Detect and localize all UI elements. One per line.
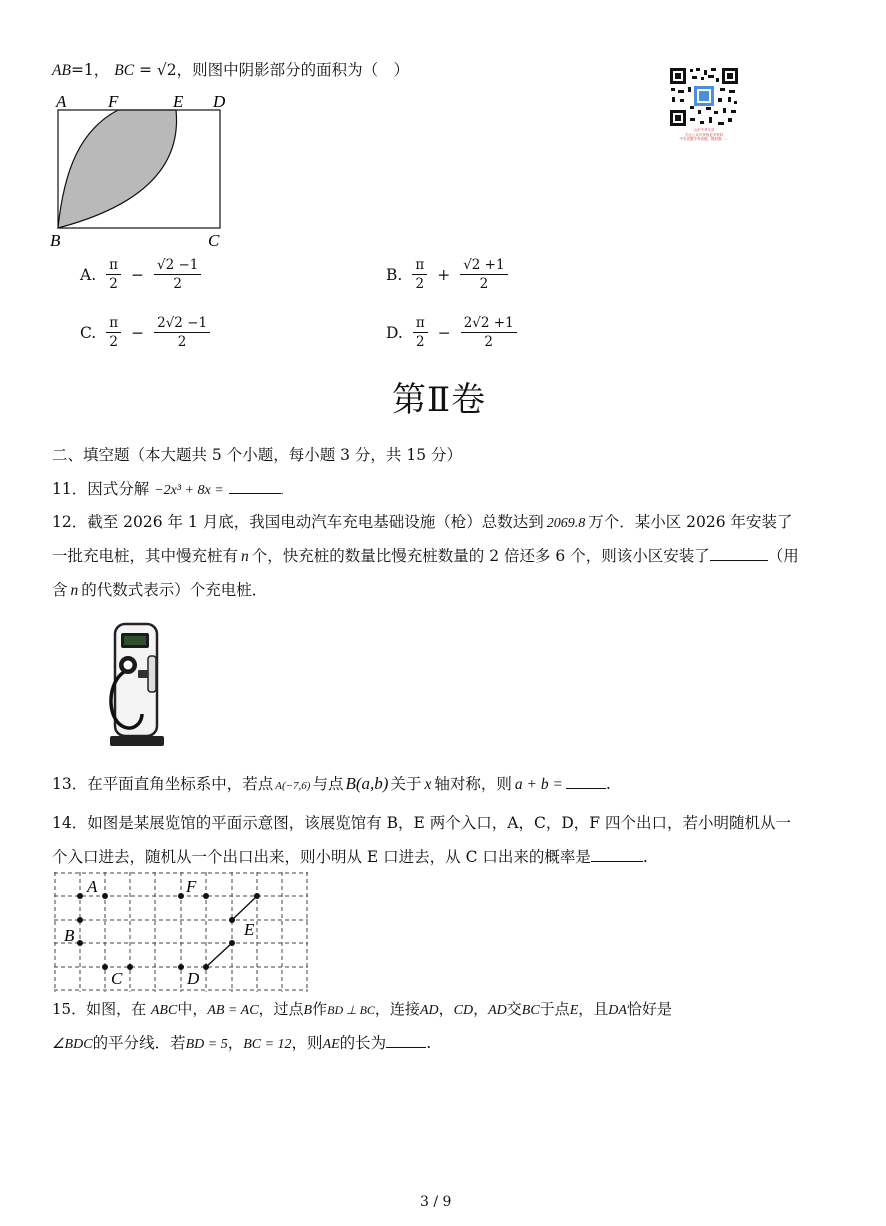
question-14-line1: 14．如图是某展览馆的平面示意图，该展览馆有 B，E 两个入口，A，C，D，F 四个出口，若小明随机从一 — [52, 814, 791, 832]
q15-end: . — [426, 1034, 432, 1052]
q14-answer-blank[interactable] — [591, 847, 643, 862]
seg-eq2: = — [138, 61, 152, 79]
q15-AE: AE — [322, 1037, 340, 1052]
grid-label-F: F — [186, 877, 197, 896]
page-number: 3 / 9 — [420, 1194, 452, 1210]
qr-caption — [666, 128, 742, 142]
grid-label-D: D — [187, 969, 200, 988]
q15-a: 15．如图，在 — [52, 1000, 147, 1018]
q12-line2-c: （用 — [767, 547, 799, 565]
q11-expr: −2x³ + 8x = — [154, 483, 224, 498]
q15-BC: BC — [521, 1003, 540, 1018]
choice-op: − — [131, 323, 145, 342]
q15-h: ，且 — [578, 1000, 609, 1018]
q12-line1-a: 12．截至 2026 年 1 月底，我国电动汽车充电基础设施（枪）总数达到 — [52, 513, 544, 531]
q11-end: . — [280, 486, 284, 497]
frac-num: 2√2 +1 — [461, 316, 517, 333]
qr-code-icon — [668, 66, 740, 128]
q13-answer-blank[interactable] — [566, 774, 606, 789]
q13-c: 关于 — [390, 775, 422, 793]
q15-b: 中， — [177, 1000, 208, 1018]
q13-point-a: A(−7,6) — [275, 780, 311, 792]
q15-comma3: ， — [227, 1034, 244, 1052]
choice-d[interactable] — [386, 316, 517, 349]
frac-den: 2 — [415, 276, 425, 293]
question-12-line1 — [52, 510, 793, 532]
question-11 — [52, 477, 284, 499]
frac-pi-over-2 — [413, 316, 428, 349]
charging-pile-image — [104, 620, 168, 748]
choice-b[interactable] — [386, 258, 508, 291]
question-12-line3 — [52, 578, 267, 600]
q12-line1-b: 万个．某小区 2026 年安装了 — [588, 513, 793, 531]
seg-tail: ，则图中阴影部分的面积为（ ） — [176, 61, 410, 79]
q15-f: 交 — [506, 1000, 522, 1018]
question-13 — [52, 772, 611, 794]
q15-answer-blank[interactable] — [386, 1033, 426, 1048]
frac-pi-over-2 — [106, 258, 121, 291]
q11-text: 11．因式分解 — [52, 480, 150, 498]
frac-expression — [460, 258, 507, 291]
frac-num: √2 +1 — [460, 258, 507, 275]
rectangle-lens-figure — [50, 90, 240, 250]
grid-label-C: C — [111, 969, 123, 988]
label-C: C — [208, 231, 220, 250]
choice-a[interactable] — [80, 258, 201, 291]
question-15-line2 — [52, 1031, 431, 1053]
seg-ab: AB — [52, 62, 71, 79]
choice-letter: C. — [80, 323, 97, 342]
choice-c[interactable] — [80, 316, 210, 349]
q15-DA: DA — [608, 1003, 627, 1018]
frac-expression — [154, 316, 210, 349]
q11-answer-blank[interactable] — [229, 479, 281, 494]
section-heading: 二、填空题（本大题共 5 个小题，每小题 3 分，共 15 分） — [52, 446, 463, 464]
q15-E: E — [569, 1003, 579, 1018]
grid-label-E: E — [244, 920, 255, 939]
qr-caption-line: 关注公众号获取更多资料 — [684, 132, 724, 137]
frac-den: 2 — [177, 334, 187, 351]
frac-num: π — [106, 316, 121, 333]
q15-CD: CD — [453, 1003, 474, 1018]
q15-line2-c: ，则 — [291, 1034, 323, 1052]
section-title: 第Ⅱ卷 — [392, 380, 487, 420]
grid-label-A: A — [87, 877, 98, 896]
q13-end: . — [605, 775, 611, 793]
question-15-line1 — [52, 998, 672, 1019]
q15-AD2: AD — [488, 1003, 507, 1018]
question-12-line2 — [52, 544, 799, 566]
q15-line2-b: 的平分线．若 — [92, 1034, 186, 1052]
frac-expression — [461, 316, 517, 349]
q15-tri: ABC — [150, 1003, 178, 1018]
q15-perp: BD ⊥ BC — [327, 1003, 375, 1017]
q14-line2: 个入口进去，随机从一个出口出来，则小明从 E 口进去，从 C 口出来的概率是 — [52, 848, 591, 866]
frac-expression — [154, 258, 201, 291]
q12-line2-b: 个，快充桩的数量比慢充桩数量的 2 倍还多 6 个，则该小区安装了 — [251, 547, 710, 565]
choice-op: − — [437, 323, 451, 342]
frac-den: 2 — [109, 276, 118, 293]
q15-d: 作 — [312, 1000, 328, 1018]
frac-num: √2 −1 — [154, 258, 201, 275]
q13-x: x — [424, 776, 432, 793]
q12-line1-num: 2069.8 — [546, 516, 586, 531]
q15-comma1: ， — [438, 1000, 454, 1018]
frac-num: π — [106, 258, 121, 275]
q13-a: 13．在平面直角坐标系中，若点 — [52, 775, 274, 793]
q15-i: 恰好是 — [626, 1000, 672, 1018]
frac-den: 2 — [415, 334, 425, 351]
seg-bc: BC — [114, 62, 135, 79]
q15-angle: ∠BDC — [52, 1037, 93, 1052]
exhibition-floor-plan — [54, 872, 310, 994]
q15-g: 于点 — [539, 1000, 570, 1018]
question-14-line2 — [52, 845, 648, 867]
q15-AD: AD — [419, 1003, 439, 1018]
q15-line2-d: 的长为 — [339, 1034, 387, 1052]
label-F: F — [108, 92, 119, 111]
choice-op: + — [437, 265, 451, 284]
q14-end: . — [642, 848, 648, 866]
q15-e: ，连接 — [374, 1000, 420, 1018]
q13-point-b: B(a,b) — [345, 774, 389, 793]
frac-num: π — [413, 316, 428, 333]
q15-eq1: AB = AC — [207, 1003, 259, 1018]
frac-den: 2 — [173, 276, 182, 293]
q12-line3-b: 的代数式表示）个充电桩． — [81, 581, 268, 599]
frac-pi-over-2 — [412, 258, 427, 291]
q12-line2-n: n — [241, 548, 249, 565]
choice-letter: D. — [386, 323, 403, 342]
choice-letter: B. — [386, 265, 403, 284]
q15-bd: BD = 5 — [185, 1037, 228, 1052]
frac-pi-over-2 — [106, 316, 121, 349]
label-B: B — [50, 231, 61, 250]
grid-label-B: B — [64, 926, 75, 945]
q13-expr: a + b = — [514, 776, 563, 793]
q12-answer-blank[interactable] — [710, 546, 768, 561]
seg-eq1: =1， — [70, 61, 110, 79]
choice-op: − — [131, 265, 144, 284]
qr-block — [666, 66, 742, 142]
qr-caption-line: 山东中考专页 — [693, 128, 715, 132]
frac-den: 2 — [479, 276, 489, 293]
q15-c: ，过点 — [258, 1000, 304, 1018]
figure-shaded-lens — [58, 110, 177, 228]
label-E: E — [173, 92, 184, 111]
frac-num: π — [412, 258, 427, 275]
choice-letter: A. — [80, 265, 97, 284]
q12-line3-a: 含 — [52, 581, 68, 599]
q12-line2-a: 一批充电桩，其中慢充桩有 — [52, 547, 239, 565]
q15-B: B — [303, 1003, 313, 1018]
q12-line3-n: n — [70, 582, 79, 599]
q15-comma2: ， — [473, 1000, 489, 1018]
top-question-text — [52, 58, 409, 80]
frac-den: 2 — [109, 334, 118, 351]
q15-bc: BC = 12 — [243, 1037, 292, 1052]
seg-sqrt2: √2 — [156, 61, 177, 79]
frac-den: 2 — [484, 334, 493, 351]
q13-b: 与点 — [312, 775, 344, 793]
frac-num: 2√2 −1 — [154, 316, 210, 333]
qr-caption-line: 中学试题中考真题、模拟题…… — [679, 137, 729, 142]
label-D: D — [213, 92, 226, 111]
q13-d: 轴对称，则 — [434, 775, 512, 793]
label-A: A — [56, 92, 67, 111]
